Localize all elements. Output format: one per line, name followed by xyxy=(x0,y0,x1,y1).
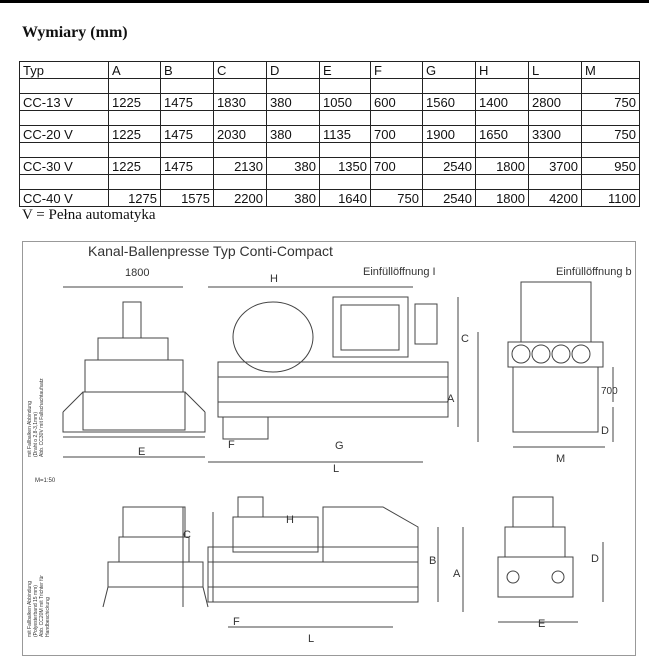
col-header: D xyxy=(267,62,320,79)
dim-label-l-top: L xyxy=(333,463,340,475)
table-row xyxy=(20,94,640,111)
cell: 3300 xyxy=(529,126,582,143)
cell: 750 xyxy=(371,190,423,207)
cell: 2030 xyxy=(214,126,267,143)
cell: 380 xyxy=(267,94,320,111)
dim-label-d-top: D xyxy=(601,425,609,437)
dim-label-d-bottom: D xyxy=(591,553,599,565)
cell: 1560 xyxy=(423,94,476,111)
dim-label-h-top: H xyxy=(270,273,278,285)
side-note-bottom-1: mit Fallbalken Abbindung xyxy=(27,581,33,637)
dim-label-c-top: C xyxy=(461,333,469,345)
table-row xyxy=(20,158,640,175)
cell: 1350 xyxy=(320,158,371,175)
cell: 700 xyxy=(371,126,423,143)
cell: CC-40 V xyxy=(20,190,109,207)
dimensions-table xyxy=(19,61,640,207)
dim-label-f-bottom: F xyxy=(233,616,240,628)
cell: 1475 xyxy=(161,126,214,143)
cell: 1225 xyxy=(109,94,161,111)
col-header: M xyxy=(582,62,640,79)
cell: 750 xyxy=(582,94,640,111)
footnote: V = Pełna automatyka xyxy=(22,207,156,223)
cell: 380 xyxy=(267,126,320,143)
side-view-bottom xyxy=(208,497,463,627)
cell: 750 xyxy=(582,126,640,143)
cell: CC-30 V xyxy=(20,158,109,175)
dim-label-l-bottom: L xyxy=(308,633,315,645)
side-note-bottom-4: Handbeschickung xyxy=(45,597,51,637)
side-note-top-1: mit Fallbalken Abbindung xyxy=(27,401,33,457)
cell: 2540 xyxy=(423,190,476,207)
cell: 1135 xyxy=(320,126,371,143)
dim-label-g: G xyxy=(335,440,344,452)
technical-drawing xyxy=(22,241,636,656)
cell: 380 xyxy=(267,190,320,207)
cell: 700 xyxy=(371,158,423,175)
dim-label-a-bottom: A xyxy=(453,568,461,580)
cell: 1475 xyxy=(161,158,214,175)
dim-label-b: B xyxy=(429,555,437,567)
dim-label-e-bottom: E xyxy=(538,618,546,630)
cell: 1100 xyxy=(582,190,640,207)
cell: 1640 xyxy=(320,190,371,207)
cell: 1800 xyxy=(476,190,529,207)
inlet-label-2: Einfüllöffnung b xyxy=(556,266,632,278)
cell: 1225 xyxy=(109,158,161,175)
page-title: Wymiary (mm) xyxy=(22,24,128,41)
table-row xyxy=(20,190,640,207)
cell: 4200 xyxy=(529,190,582,207)
cell: CC-13 V xyxy=(20,94,109,111)
cell: 1800 xyxy=(476,158,529,175)
cell: 1900 xyxy=(423,126,476,143)
table-header-row xyxy=(20,62,640,79)
cell: 1225 xyxy=(109,126,161,143)
front-view-top xyxy=(63,287,205,457)
dim-label-f-top: F xyxy=(228,439,235,451)
col-header: G xyxy=(423,62,476,79)
cell: 1575 xyxy=(161,190,214,207)
col-header: A xyxy=(109,62,161,79)
dim-1800: 1800 xyxy=(125,267,150,279)
drawing-canvas xyxy=(23,242,635,655)
cell: 600 xyxy=(371,94,423,111)
cell: 3700 xyxy=(529,158,582,175)
col-header: H xyxy=(476,62,529,79)
col-header: Typ xyxy=(20,62,109,79)
col-header: B xyxy=(161,62,214,79)
cell: 950 xyxy=(582,158,640,175)
dim-label-e: E xyxy=(138,446,146,458)
end-view-bottom xyxy=(498,497,603,622)
table-row xyxy=(20,126,640,143)
side-note-top-2: (Draht o 2,8-3,1mm) xyxy=(33,411,39,457)
drawing-title: Kanal-Ballenpresse Typ Conti-Compact xyxy=(88,243,333,259)
cell: 380 xyxy=(267,158,320,175)
side-note-bottom-2: (Polyesterband 15 mm) xyxy=(33,585,39,637)
dim-label-m: M xyxy=(556,453,566,465)
inlet-label-1: Einfüllöffnung I xyxy=(363,266,436,278)
cell: 1830 xyxy=(214,94,267,111)
col-header: C xyxy=(214,62,267,79)
cell: 1475 xyxy=(161,94,214,111)
cell: 2540 xyxy=(423,158,476,175)
cell: 2800 xyxy=(529,94,582,111)
side-note-top-3: Abb. CC30V mit Fallschachtaufsatz xyxy=(39,378,45,457)
cell: CC-20 V xyxy=(20,126,109,143)
cell: 1650 xyxy=(476,126,529,143)
side-note-bottom-3: Abb. CC20M mit Trichter für xyxy=(39,575,45,637)
cell: 2200 xyxy=(214,190,267,207)
front-view-bottom xyxy=(103,507,208,607)
col-header: E xyxy=(320,62,371,79)
cell: 2130 xyxy=(214,158,267,175)
dim-label-h-bottom: H xyxy=(286,514,294,526)
dim-label-700: 700 xyxy=(601,386,618,397)
col-header: L xyxy=(529,62,582,79)
dim-label-c-bottom: C xyxy=(183,529,191,541)
cell: 1050 xyxy=(320,94,371,111)
top-rule xyxy=(0,0,649,3)
end-view-top xyxy=(508,282,613,447)
col-header: F xyxy=(371,62,423,79)
scale-label: M=1:50 xyxy=(35,478,56,484)
dim-label-a-top: A xyxy=(447,393,455,405)
side-view-top xyxy=(208,287,478,462)
cell: 1400 xyxy=(476,94,529,111)
cell: 1275 xyxy=(109,190,161,207)
